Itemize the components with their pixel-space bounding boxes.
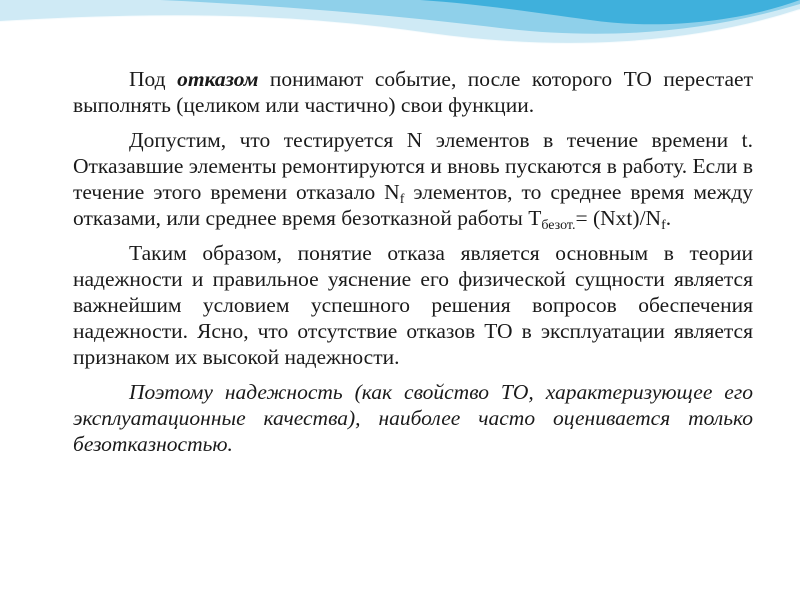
p2-text4: . bbox=[665, 206, 672, 230]
p1-term: отказом bbox=[177, 67, 259, 91]
p2-text2: элементов, то среднее время между отказами, или среднее время безотказной работы T bbox=[73, 180, 754, 230]
p2-sub1: f bbox=[399, 192, 405, 207]
p1-post: понимают событие, после которого ТО перестает выполнять (целиком или частично) свои функции. bbox=[73, 67, 753, 117]
paragraph-failure-concept bbox=[73, 240, 753, 370]
paragraph-failure-definition bbox=[73, 66, 753, 118]
paragraph-reliability-conclusion bbox=[73, 379, 753, 457]
p4-text: Поэтому надежность (как свойство ТО, характеризующее его эксплуатационные качества), наиболее часто оценивается только безотказностью. bbox=[73, 380, 753, 456]
p1-pre: Под bbox=[129, 67, 178, 91]
p2-text1: Допустим, что тестируется N элементов в течение времени t. Отказавшие элементы ремонтируются и вновь пускаются в работу. Если в течение этого времени отказало N bbox=[73, 128, 753, 204]
p2-sub3: f bbox=[661, 218, 666, 233]
p2-text3: = (Nxt)/N bbox=[575, 206, 662, 230]
header-wave-decoration bbox=[0, 0, 800, 62]
paragraph-mtbf bbox=[73, 127, 753, 231]
p2-sub2: безот. bbox=[541, 218, 576, 233]
p3-text: Таким образом, понятие отказа является основным в теории надежности и правильное уяснение его физической сущности является важнейшим условием успешного решения вопросов обеспечения надежности. Ясно, что отсутствие отказов ТО в эксплуатации является признаком их высокой надежности. bbox=[73, 241, 753, 369]
slide-body bbox=[73, 66, 753, 466]
